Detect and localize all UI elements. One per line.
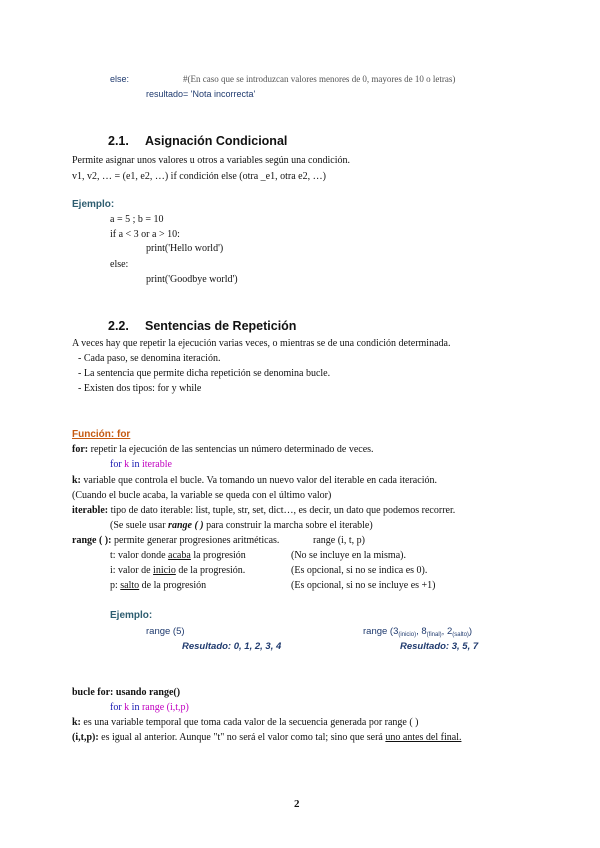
- iterable-definition: [72, 504, 455, 517]
- example-result-2: Resultado: 3, 5, 7: [400, 641, 479, 652]
- k-label: k:: [72, 475, 81, 486]
- itp-label: (i,t,p):: [72, 732, 99, 743]
- k-description: es una variable temporal que toma cada valor de la secuencia generada por range ( ): [80, 717, 419, 728]
- loop-syntax: [110, 701, 189, 714]
- ex2-end: 8: [421, 626, 427, 637]
- iterable-word: iterable: [141, 459, 172, 470]
- param-note: (Es opcional, si no se indica es 0).: [291, 565, 428, 576]
- ex2-open: range (: [363, 626, 394, 637]
- ex2-start: 3: [393, 626, 399, 637]
- k-variable: k: [124, 702, 130, 713]
- in-keyword: in: [131, 459, 140, 470]
- section-title: Asignación Condicional: [145, 134, 288, 148]
- example-code-2: range ($3_{(inicio)}$, $8_{(final)}$, $2_{(salto)}$): [363, 626, 473, 638]
- itp-emphasis: uno antes del final.: [385, 732, 462, 743]
- example-result-1: Resultado: 0, 1, 2, 3, 4: [182, 641, 282, 652]
- k-note: (Cuando el bucle acaba, la variable se queda con el último valor): [72, 490, 332, 501]
- for-syntax: [110, 458, 172, 471]
- page-number: 2: [294, 798, 300, 810]
- for-keyword: for: [110, 459, 122, 470]
- section-description: A veces hay que repetir la ejecución varias veces, o mientras se de una condición determinada.: [72, 338, 451, 349]
- param-emphasis: acaba: [168, 550, 191, 561]
- section-description: Permite asignar unos valores u otros a variables según una condición.: [72, 155, 350, 166]
- comment-text: #(En caso que se introduzcan valores menores de 0, mayores de 10 o letras): [183, 74, 456, 84]
- range-word: range: [141, 702, 165, 713]
- iterable-description: tipo de dato iterable: list, tuple, str, set, dict…, es decir, un dato que podemos recorrer.: [108, 505, 456, 516]
- param-line: [110, 579, 206, 592]
- param-line: [110, 564, 245, 577]
- param-note: (No se incluye en la misma).: [291, 550, 406, 561]
- for-label: for:: [72, 444, 89, 455]
- param-pre: p:: [110, 580, 121, 591]
- example-label: Ejemplo:: [72, 199, 115, 210]
- k-variable: k: [124, 459, 130, 470]
- bullet-item: - La sentencia que permite dicha repetición se denomina bucle.: [78, 368, 331, 379]
- code-line: else:: [110, 259, 129, 270]
- iterable-label: iterable:: [72, 505, 109, 516]
- code-line: if a < 3 or a > 10:: [110, 229, 180, 240]
- ex2-step-sub: (salto): [452, 632, 469, 638]
- loop-heading: bucle for: usando range(): [72, 687, 181, 698]
- k-label: k:: [72, 717, 81, 728]
- loop-k-definition: [72, 716, 419, 729]
- code-line: print('Goodbye world'): [146, 274, 238, 285]
- k-definition: [72, 474, 437, 487]
- param-line: [110, 549, 246, 562]
- param-note: (Es opcional, si no se incluye es +1): [291, 580, 436, 591]
- range-signature: range (i, t, p): [313, 535, 365, 546]
- iterable-note: [110, 519, 373, 532]
- iterable-note-post: para construir la marcha sobre el iterable): [203, 520, 373, 531]
- ex2-close: ): [468, 626, 473, 637]
- ex2-end-sub: (final): [426, 632, 442, 638]
- for-keyword: for: [110, 702, 122, 713]
- else-keyword: else:: [110, 74, 130, 84]
- bullet-item: - Cada paso, se denomina iteración.: [78, 353, 221, 364]
- param-post: de la progresión.: [175, 565, 246, 576]
- syntax-line: v1, v2, … = (e1, e2, …) if condición else (otra _e1, otra e2, …): [72, 171, 326, 182]
- bullet-item: - Existen dos tipos: for y while: [78, 383, 202, 394]
- range-args: (i,t,p): [166, 702, 189, 713]
- param-emphasis: salto: [120, 580, 140, 591]
- for-definition: [72, 443, 374, 456]
- iterable-note-code: range ( ): [168, 520, 204, 531]
- example-label: Ejemplo:: [110, 610, 153, 621]
- range-label: range ( ):: [72, 535, 112, 546]
- example-code-1: range (5): [146, 626, 185, 637]
- range-definition: [72, 534, 279, 547]
- section-number: 2.2.: [108, 319, 129, 333]
- section-number: 2.1.: [108, 134, 129, 148]
- param-pre: t: valor donde: [110, 550, 169, 561]
- section-title: Sentencias de Repetición: [145, 319, 297, 333]
- function-heading: Función: for: [72, 429, 131, 440]
- result-line: resultado= 'Nota incorrecta': [146, 89, 256, 99]
- code-line: print('Hello world'): [146, 243, 224, 254]
- ex2-start-sub: (inicio): [398, 632, 417, 638]
- k-description: variable que controla el bucle. Va tomando un nuevo valor del iterable en cada iteración.: [80, 475, 437, 486]
- param-emphasis: inicio: [153, 565, 176, 576]
- loop-itp-definition: [72, 731, 461, 744]
- code-line: a = 5 ; b = 10: [110, 214, 164, 225]
- ex2-step: 2: [446, 626, 453, 637]
- iterable-note-pre: (Se suele usar: [110, 520, 169, 531]
- for-description: repetir la ejecución de las sentencias un número determinado de veces.: [88, 444, 374, 455]
- param-post: de la progresión: [139, 580, 207, 591]
- itp-description: es igual al anterior. Aunque "t" no será el valor como tal; sino que será: [98, 732, 386, 743]
- range-description: permite generar progresiones aritméticas.: [111, 535, 280, 546]
- param-pre: i: valor de: [110, 565, 154, 576]
- param-post: la progresión: [190, 550, 246, 561]
- in-keyword: in: [131, 702, 140, 713]
